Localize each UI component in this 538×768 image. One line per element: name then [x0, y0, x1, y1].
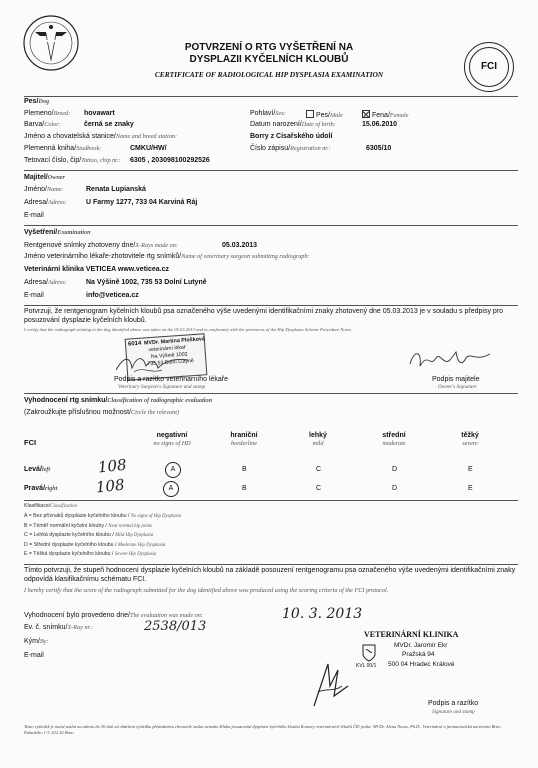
fci-label: FCI [24, 438, 37, 447]
dob-value: 15.06.2010 [362, 121, 398, 128]
divider [24, 500, 518, 501]
vet-stamp-street: Na Výšině 1002 [150, 351, 188, 361]
clinic-emblem-icon [362, 644, 376, 662]
owner-name-value: Renata Lupianská [86, 186, 146, 193]
classification-item-b: B = Téměř normální kyčelní klouby / Near normal hip joints [24, 522, 153, 529]
right-grade-a-circled[interactable]: A [163, 481, 179, 497]
grade-header-d: střední moderate [382, 432, 406, 448]
left-hip-label: Levá/left [24, 466, 51, 473]
owner-address-value: U Farmy 1277, 733 04 Karviná Ráj [86, 199, 198, 206]
owner-section-title: Majitel/Owner [24, 174, 65, 181]
left-grade-d[interactable]: D [392, 466, 398, 473]
right-grade-d[interactable]: D [392, 485, 398, 492]
evaluation-date-label: Vyhodnocení bylo provedeno dne/The evaluation was made on: [24, 612, 203, 619]
evaluation-date-value: 10. 3. 2013 [282, 606, 363, 622]
subtitle: CERTIFICATE OF RADIOLOGICAL HIP DYSPLASIA EXAMINATION [154, 70, 384, 79]
owner-address-label: Adresa/Adress: [24, 199, 67, 206]
name-value: Borry z Císařského údolí [250, 133, 333, 140]
right-grade-b[interactable]: B [242, 485, 247, 492]
dob-label: Datum narození/Date of birth: [250, 121, 336, 128]
owner-signature-label: Podpis majitele [432, 376, 480, 383]
male-checkbox[interactable]: Pes/Male [306, 110, 343, 120]
evaluator-stamp-name: MVDr. Jaromír Ekr [394, 642, 448, 649]
xray-number-label: Ev. č. snímku/X-Ray nr.: [24, 624, 93, 631]
left-grade-e[interactable]: E [468, 466, 473, 473]
vet-name-label: Jméno veterinárního lékaře-zhotovitele rtg snímků/Name of veterinary surgeon submitting radiograph: [24, 253, 310, 260]
grade-header-a: negativní no signs of HD [153, 432, 191, 448]
vet-stamp-city: 735 53 Dolní Lutyně [147, 358, 194, 368]
title-line-2: DYSPLAZII KYČELNÍCH KLOUBŮ [189, 54, 349, 65]
left-grade-b[interactable]: B [242, 466, 247, 473]
evaluation-title: Vyhodnocení rtg snímku/Classification of radiographic evaluation [24, 397, 213, 404]
xray-confirmation-text-en: I certify that the radiograph relating to the dog identified above was taken on the 05.03.2013 and in conformity with the provisions of the Hip Dysplasia Scheme Procedure Notes. [24, 327, 352, 332]
owner-signature-icon [404, 344, 494, 374]
xray-confirmation-text: Potvrzuji, že rentgenogram kyčelních kloubů psa označeného výše uvedenými identifikačními znaky zhotovený dne 05.03.2013 je v souladu s předpisy pro posuzování dysplazie kyčelních kloubů. [24, 308, 504, 324]
final-confirmation-text-en: I hereby certify that the score of the radiograph submitted for the dog identified above was produced using the scoring criteria of the FCI protocol. [24, 587, 389, 594]
right-hip-number: 108 [95, 475, 126, 497]
divider [24, 170, 518, 171]
tattoo-value: 6305 , 203098100292526 [130, 157, 210, 164]
grade-header-e: těžký severe [461, 432, 479, 448]
evaluator-email-label: E-mail [24, 652, 44, 659]
clinic-address-label: Adresa/Adress: [24, 279, 67, 286]
xray-number-value: 2538/013 [144, 619, 207, 634]
vet-stamp-number: 6014 [127, 340, 142, 348]
divider [24, 564, 518, 565]
classification-item-d: D = Střední dysplazie kyčelního kloubu / Moderate Hip Dysplasia [24, 541, 166, 548]
studbook-label: Plemenná kniha/Studbook: [24, 145, 102, 152]
evaluator-stamp-street: Pražská 94 [402, 651, 435, 658]
evaluator-stamp [350, 630, 500, 688]
final-confirmation-text: Tímto potvrzuji, že stupeň hodnocení dysplazie kyčelních kloubů na základě posouzení rentgenogramu psa označeného výše uvedenými identifikačními znaky odpovídá klasifikačnímu schématu FCI. [24, 567, 516, 583]
evaluator-signature-label: Podpis a razítko [428, 700, 479, 707]
breed-value: hovawart [84, 110, 115, 117]
tattoo-label: Tetovací číslo, čip/Tattoo, chip nr.: [24, 157, 121, 164]
divider [24, 305, 518, 306]
classification-item-c: C = Lehká dysplazie kyčelního kloubu / Mild Hip Dysplasia [24, 532, 154, 538]
evaluator-label: Kým/By: [24, 638, 49, 645]
owner-signature-label-en: Owner's Signature [438, 384, 477, 390]
left-grade-a-circled[interactable]: A [165, 462, 181, 478]
classification-item-e: E = Těžká dysplazie kyčelního kloubu / Severe Hip Dysplasia [24, 551, 157, 557]
divider [24, 393, 518, 394]
divider [24, 225, 518, 226]
classification-item-a: A = Bez příznaků dysplazie kyčelního kloubu / No signs of Hip Dysplasia [24, 513, 182, 519]
clinic-email-value: info@veticea.cz [86, 292, 139, 299]
owner-email-label: E-mail [24, 212, 44, 219]
breed-label: Plemeno/Breed: [24, 110, 71, 117]
evaluator-signature-icon [308, 656, 354, 712]
right-grade-e[interactable]: E [468, 485, 473, 492]
footer-note: Tento výsledek je nutné zaslat na adresu do 30 dnů od obdržení výsledku příslušnému chovateli/ zaslat nemohu Klubu posuzování dysplazie kyčelního kloubu Komory veterinárních lékařů ČR/ pošta: MVDr. Alena Necas, Ph.D., Veterinární a farmaceutická univerzita Brno, Palackého 1-3, 612 42 Brno [24, 724, 502, 735]
registration-value: 6305/10 [366, 145, 392, 152]
title-line-1: POTVRZENÍ O RTG VYŠETŘENÍ NA [184, 42, 354, 53]
classification-title: Klasifikace/Classification [24, 503, 77, 509]
evaluator-stamp-city: 500 04 Hradec Králové [388, 661, 455, 668]
color-label: Barva/Color: [24, 121, 61, 128]
color-value: černá se znaky [84, 121, 134, 128]
left-grade-c[interactable]: C [316, 466, 322, 473]
classification-list [24, 514, 181, 562]
name-label: Jméno a chovatelská stanice/Name and breed station: [24, 133, 177, 140]
exam-section-title: Vyšetření/Examination [24, 229, 91, 236]
evaluator-stamp-kvl: KVL 00/1 [356, 663, 377, 669]
vet-signature-label-en: Veterinary Surgeon's Signature and stamp [118, 384, 206, 390]
clinic-email-label: E-mail [24, 292, 44, 299]
clinic-name: Veterinární klinika VETICEA www.veticea.cz [24, 266, 169, 273]
vet-stamp-title: veterinární lékař [148, 344, 186, 354]
evaluator-stamp-title: VETERINÁRNÍ KLINIKA [364, 630, 459, 639]
owner-name-label: Jméno/Name: [24, 186, 64, 193]
divider [24, 96, 518, 97]
left-hip-number: 108 [97, 455, 128, 477]
studbook-value: CMKU/HW/ [130, 145, 167, 152]
evaluation-instruction: (Zakroužkujte příslušnou možnost/Circle the relevant) [24, 409, 179, 416]
vet-signature-label: Podpis a razítko veterinárního lékaře [114, 376, 229, 383]
right-hip-label: Pravá/right [24, 485, 58, 492]
registration-label: Číslo zápisu/Registration nr.: [250, 145, 331, 152]
fci-logo-text: FCI [480, 61, 498, 72]
right-grade-c[interactable]: C [316, 485, 322, 492]
grade-header-b: hraniční borderline [230, 432, 258, 448]
female-checkbox[interactable]: Fena/Female [362, 110, 408, 120]
xray-date-label: Rentgenové snímky zhotoveny dne/X-Rays made on: [24, 242, 178, 249]
dog-section-title: Pes/Dog [24, 98, 50, 105]
grade-header-c: lehký mild [309, 432, 327, 448]
clinic-address-value: Na Výšině 1002, 735 53 Dolní Lutyně [86, 279, 207, 286]
sex-label: Pohlaví/Sex: [250, 110, 286, 117]
fci-logo [464, 42, 514, 92]
vet-stamp-name: MVDr. Martina Plošková [143, 336, 206, 347]
evaluator-signature-label-en: Signature and stamp [432, 709, 475, 715]
xray-date-value: 05.03.2013 [222, 242, 258, 249]
